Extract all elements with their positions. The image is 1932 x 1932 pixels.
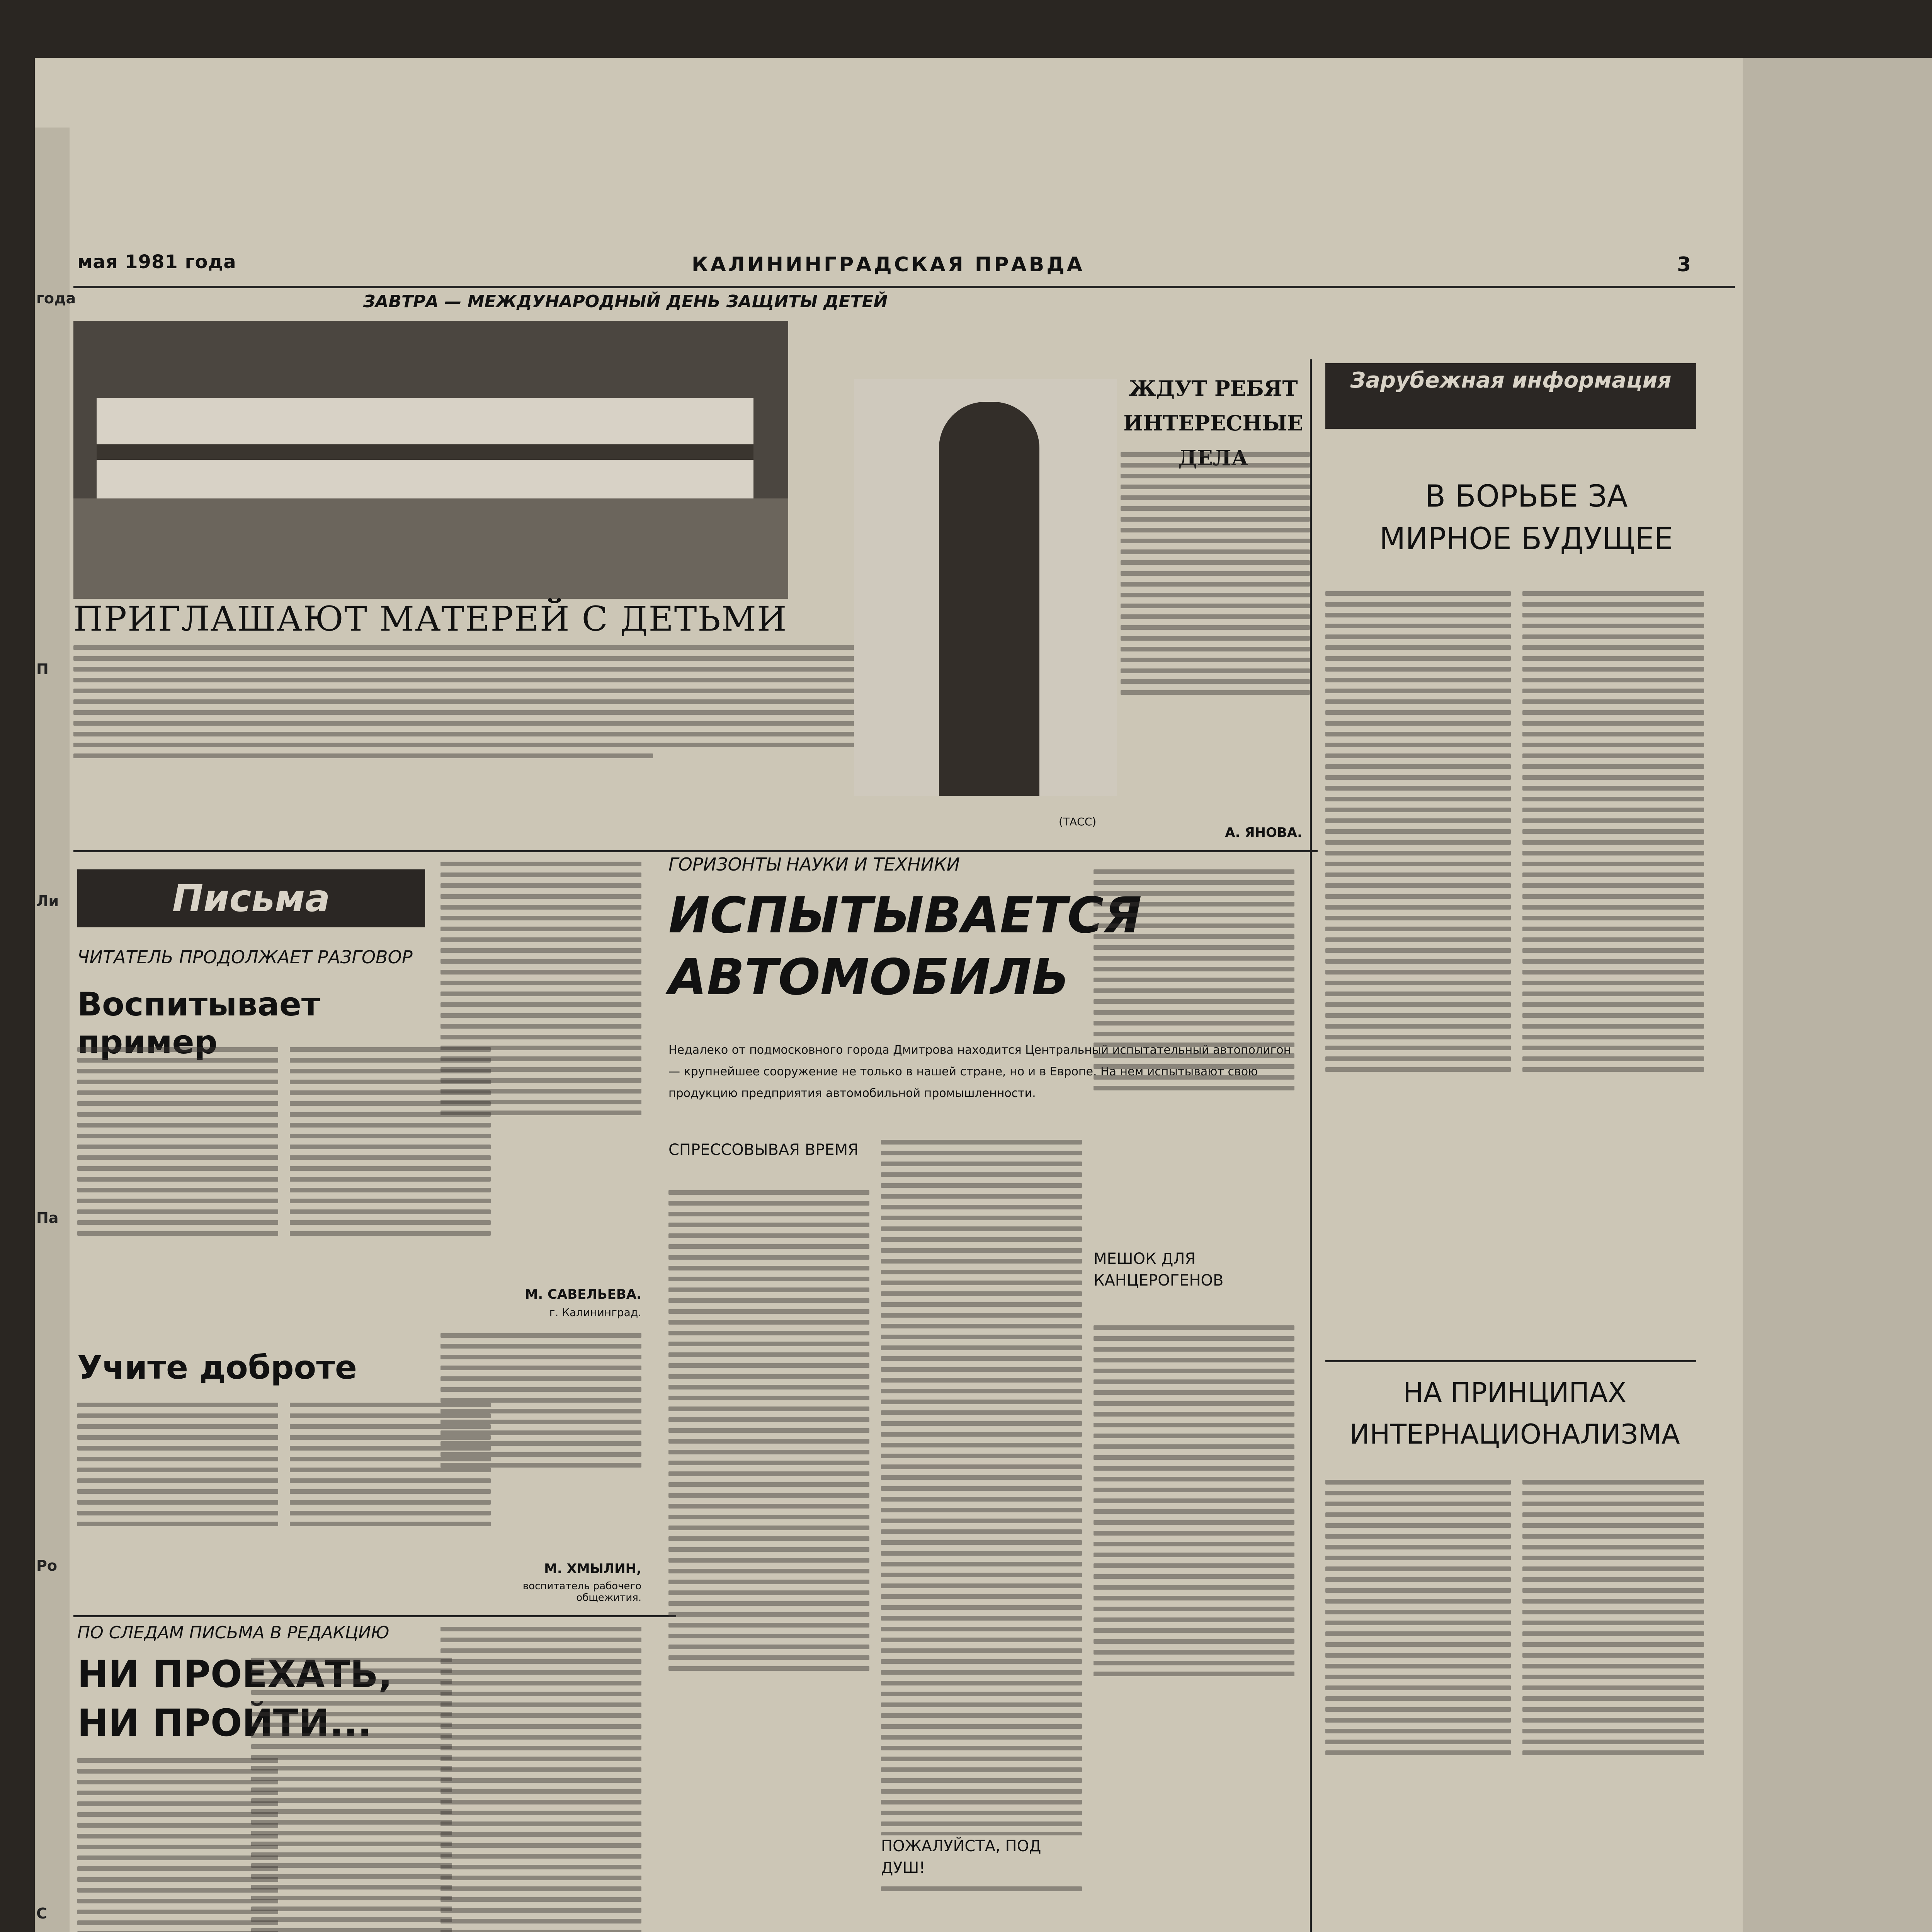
newspaper-title: КАЛИНИНГРАДСКАЯ ПРАВДА [692,253,1085,276]
letter-two-title: Учите доброте [77,1349,357,1386]
issue-date: мая 1981 года [77,251,236,273]
science-subhead-4: ПОЖАЛУЙСТА, ПОД ДУШ! [881,1835,1082,1882]
section-rule [1325,1360,1696,1362]
camp-signature: А. ЯНОВА. [1225,825,1302,840]
science-rubric: ГОРИЗОНТЫ НАУКИ И ТЕХНИКИ [668,854,960,875]
science-subhead-1: СПРЕССОВЫВАЯ ВРЕМЯ [668,1141,859,1159]
foreign-headline-1: В БОРЬБЕ ЗА МИРНОЕ БУДУЩЕЕ [1379,479,1673,556]
follow-up-rubric: ПО СЛЕДАМ ПИСЬМА В РЕДАКЦИЮ [77,1623,389,1643]
science-title: ИСПЫТЫВАЕТСЯ АВТОМОБИЛЬ [668,887,1142,1006]
masthead-rule [73,286,1735,288]
camp-title: ЖДУТ РЕБЯТ ИНТЕРЕСНЫЕ ДЕЛА [1123,376,1303,470]
section-rule [73,1615,676,1617]
strip-word: Ро [36,1557,57,1574]
foreign-rubric: Зарубежная информация [1325,363,1696,429]
underlying-pages-edge [1743,58,1932,1932]
science-col3-b [1094,1325,1294,1897]
science-lead: Недалеко от подмосковного города Дмитрова находится Центральный испытательный автополигон — крупнейшее сооружение не только в нашей стране, но и в Европе. На нем испытывают свою продукцию предприятия автомобильной промышленности. [668,1043,1291,1100]
previous-page-strip [35,128,76,1932]
letter-two-signature: М. ХМЫЛИН, [544,1561,641,1577]
strip-word: П [36,661,49,678]
follow-up-col1 [77,1758,278,1932]
strip-word: Па [36,1209,59,1226]
science-col2 [881,1140,1082,1932]
follow-up-title: НИ ПРОЕХАТЬ, НИ ПРОЙТИ... [77,1653,393,1745]
science-col1 [668,1190,869,1932]
newspaper-page [35,58,1932,1932]
letter-one-col3 [440,862,641,1267]
sanatorium-photo [73,321,788,599]
science-col3 [1094,869,1294,1225]
girl-photo [854,379,1117,796]
foreign-1-col2 [1522,591,1704,1356]
foreign-2-col1 [1325,1480,1511,1928]
column-rule [1310,359,1312,1932]
follow-up-col3 [440,1627,641,1932]
science-subhead-3: МЕШОК ДЛЯ КАНЦЕРОГЕНОВ [1094,1250,1224,1289]
strip-word: года [36,290,76,307]
foreign-headline-2: НА ПРИНЦИПАХ ИНТЕРНАЦИОНАЛИЗМА [1349,1377,1680,1450]
mothers-title: ПРИГЛАШАЮТ МАТЕРЕЙ С ДЕТЬМИ [73,599,787,639]
letter-one-signature: М. САВЕЛЬЕВА. [525,1287,641,1302]
strip-word: С [36,1905,47,1922]
page-number: 3 [1677,253,1694,276]
letters-subrubric: ЧИТАТЕЛЬ ПРОДОЛЖАЕТ РАЗГОВОР [77,947,413,968]
top-band-title: ЗАВТРА — МЕЖДУНАРОДНЫЙ ДЕНЬ ЗАЩИТЫ ДЕТЕЙ [363,292,888,311]
letter-one-title: Воспитывает пример [77,985,320,1061]
letter-two-col1 [77,1403,278,1604]
letter-one-col1 [77,1047,278,1349]
foreign-1-col1 [1325,591,1511,1356]
letter-two-role: воспитатель рабочего общежития. [522,1580,641,1604]
follow-up-col2 [251,1658,452,1932]
strip-word: Ли [36,893,59,910]
photo-credit: (ТАСС) [1059,815,1097,828]
letters-rubric: Письма [77,869,425,927]
foreign-2-col2 [1522,1480,1704,1928]
letter-two-col3 [440,1333,641,1549]
section-rule [73,850,1318,852]
camp-text [1121,452,1310,823]
letter-one-place: г. Калининград. [549,1306,641,1319]
